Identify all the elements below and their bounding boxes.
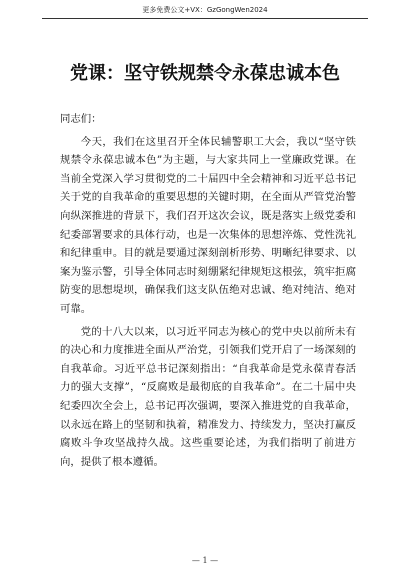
header-divider — [42, 18, 368, 19]
page-number: — 1 — — [191, 556, 219, 565]
document-title: 党课：坚守铁规禁令永葆忠诚本色 — [70, 63, 340, 84]
body-paragraph: 党的十八大以来，以习近平同志为核心的党中央以前所未有的决心和力度推进全面从严治党，引领我们党开启了一场深刻的自我革命。习近平总书记深刻指出：“自我革命是党永葆青春活力的强大支撑”，“反腐败是最彻底的自我革命”。在二十届中央纪委四次全会上，总书记再次强调，要深入推进党的自我革命，以永远在路上的坚韧和执着，精准发力、持续发力，坚决打赢反腐败斗争攻坚战持久战。这些重要论述，为我们指明了前进方向，提供了根本遵循。 — [60, 325, 356, 468]
salutation: 同志们： — [60, 113, 102, 125]
document-body — [60, 110, 356, 471]
body-paragraph: 今天，我们在这里召开全体民辅警职工大会，我以“坚守铁规禁令永葆忠诚本色”为主题，与大家共同上一堂廉政党课。在当前全党深入学习贯彻党的二十届四中全会精神和习近平总书记关于党的自我革命的重要思想的关键时期，在全面从严管党治警向纵深推进的背景下，我们召开这次会议，既是落实上级党委和纪委部署要求的具体行动，也是一次集体的思想淬炼、党性洗礼和纪律重申。目的就是要通过深刻剖析形势、明晰纪律要求、以案为鉴示警，引导全体同志时刻绷紧纪律规矩这根弦，筑牢拒腐防变的思想堤坝，确保我们这支队伍绝对忠诚、绝对纯洁、绝对可靠。 — [60, 135, 356, 315]
page-header: 更多免费公文+VX：GzGongWen2024 — [142, 6, 268, 14]
